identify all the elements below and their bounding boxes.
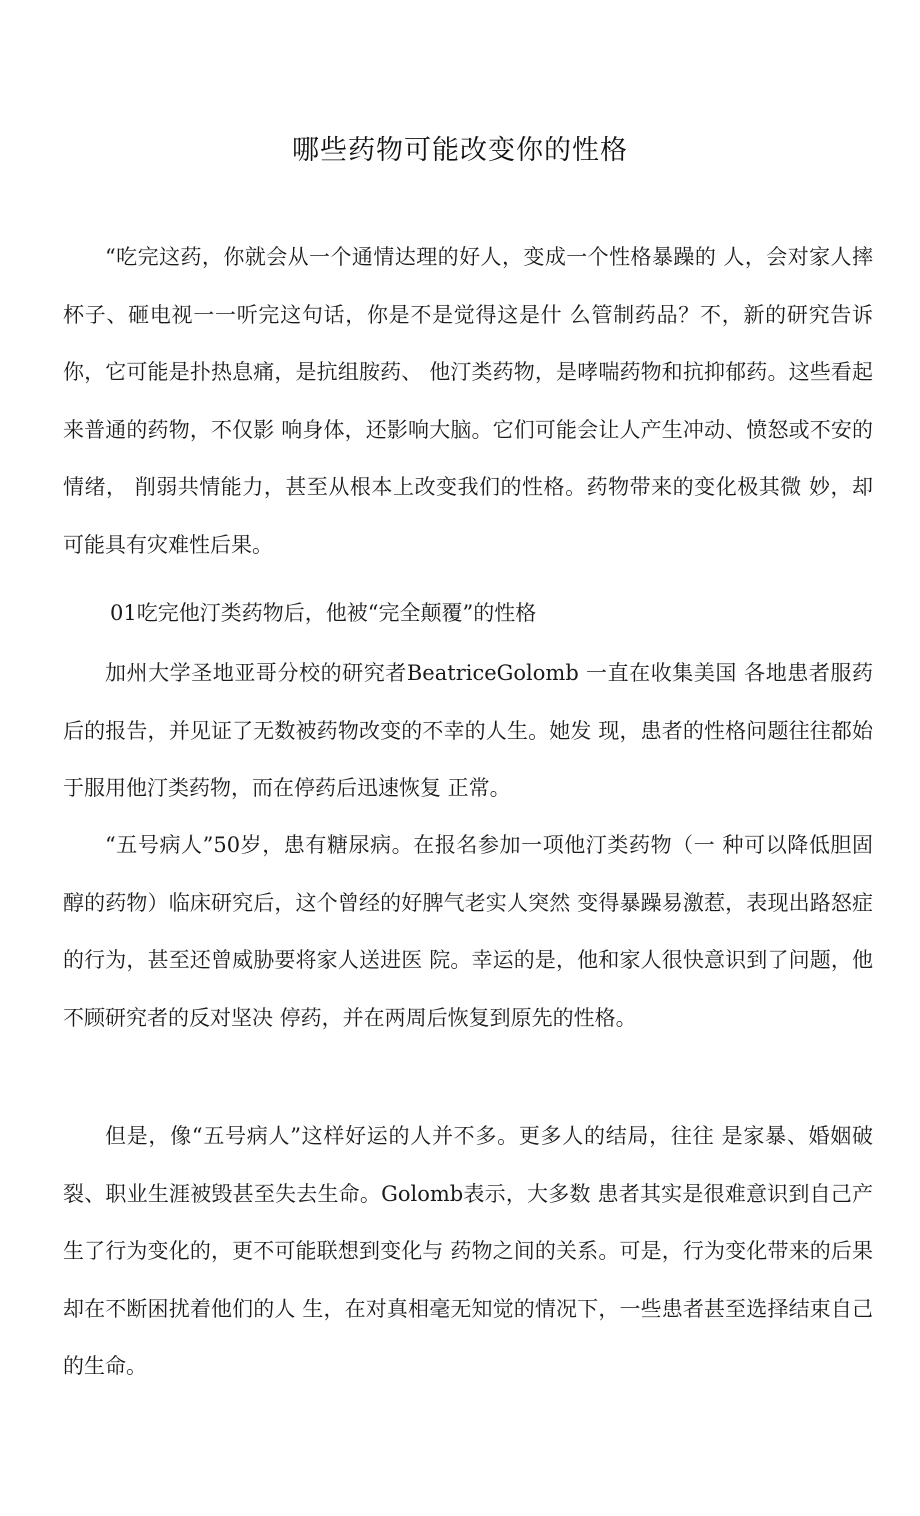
paragraph-golomb: 加州大学圣地亚哥分校的研究者BeatriceGolomb 一直在收集美国 各地患者服药后的报告，并见证了无数被药物改变的不幸的人生。她发 现，患者的性格问题往往都始于服用他汀类药物，而在停药后迅速恢复 正常。 — [63, 661, 873, 801]
document-title: 哪些药物可能改变你的性格 — [292, 135, 628, 166]
paragraph-patient-five: “五号病人”50岁，患有糖尿病。在报名参加一项他汀类药物（一 种可以降低胆固醇的药物）临床研究后，这个曾经的好脾气老实人突然 变得暴躁易激惹，表现出路怒症的行为，甚至还曾威胁要将家人送进医 院。幸运的是，他和家人很快意识到了问题，他不顾研究者的反对坚决 停药，并在两周后恢复到原先的性格。 — [63, 833, 873, 1030]
paragraph-intro: “吃完这药，你就会从一个通情达理的好人，变成一个性格暴躁的 人，会对家人摔杯子、砸电视一一听完这句话，你是不是觉得这是什 么管制药品？不，新的研究告诉你，它可能是扑热息痛，是抗组胺药、 他汀类药物，是哮喘药物和抗抑郁药。这些看起来普通的药物，不仅影 响身体，还影响大脑。它们可能会让人产生冲动、愤怒或不安的情绪， 削弱共情能力，甚至从根本上改变我们的性格。药物带来的变化极其微 妙，却可能具有灾难性后果。 — [63, 245, 873, 557]
section-heading: 01吃完他汀类药物后，他被“完全颠覆”的性格 — [110, 601, 537, 625]
paragraph-consequences: 但是，像“五号病人”这样好运的人并不多。更多人的结局，往往 是家暴、婚姻破裂、职业生涯被毁甚至失去生命。Golomb表示，大多数 患者其实是很难意识到自己产生了行为变化的，更不可能联想到变化与 药物之间的关系。可是，行为变化带来的后果却在不断困扰着他们的人 生，在对真相毫无知觉的情况下，一些患者甚至选择结束自己的生命。 — [63, 1124, 873, 1379]
